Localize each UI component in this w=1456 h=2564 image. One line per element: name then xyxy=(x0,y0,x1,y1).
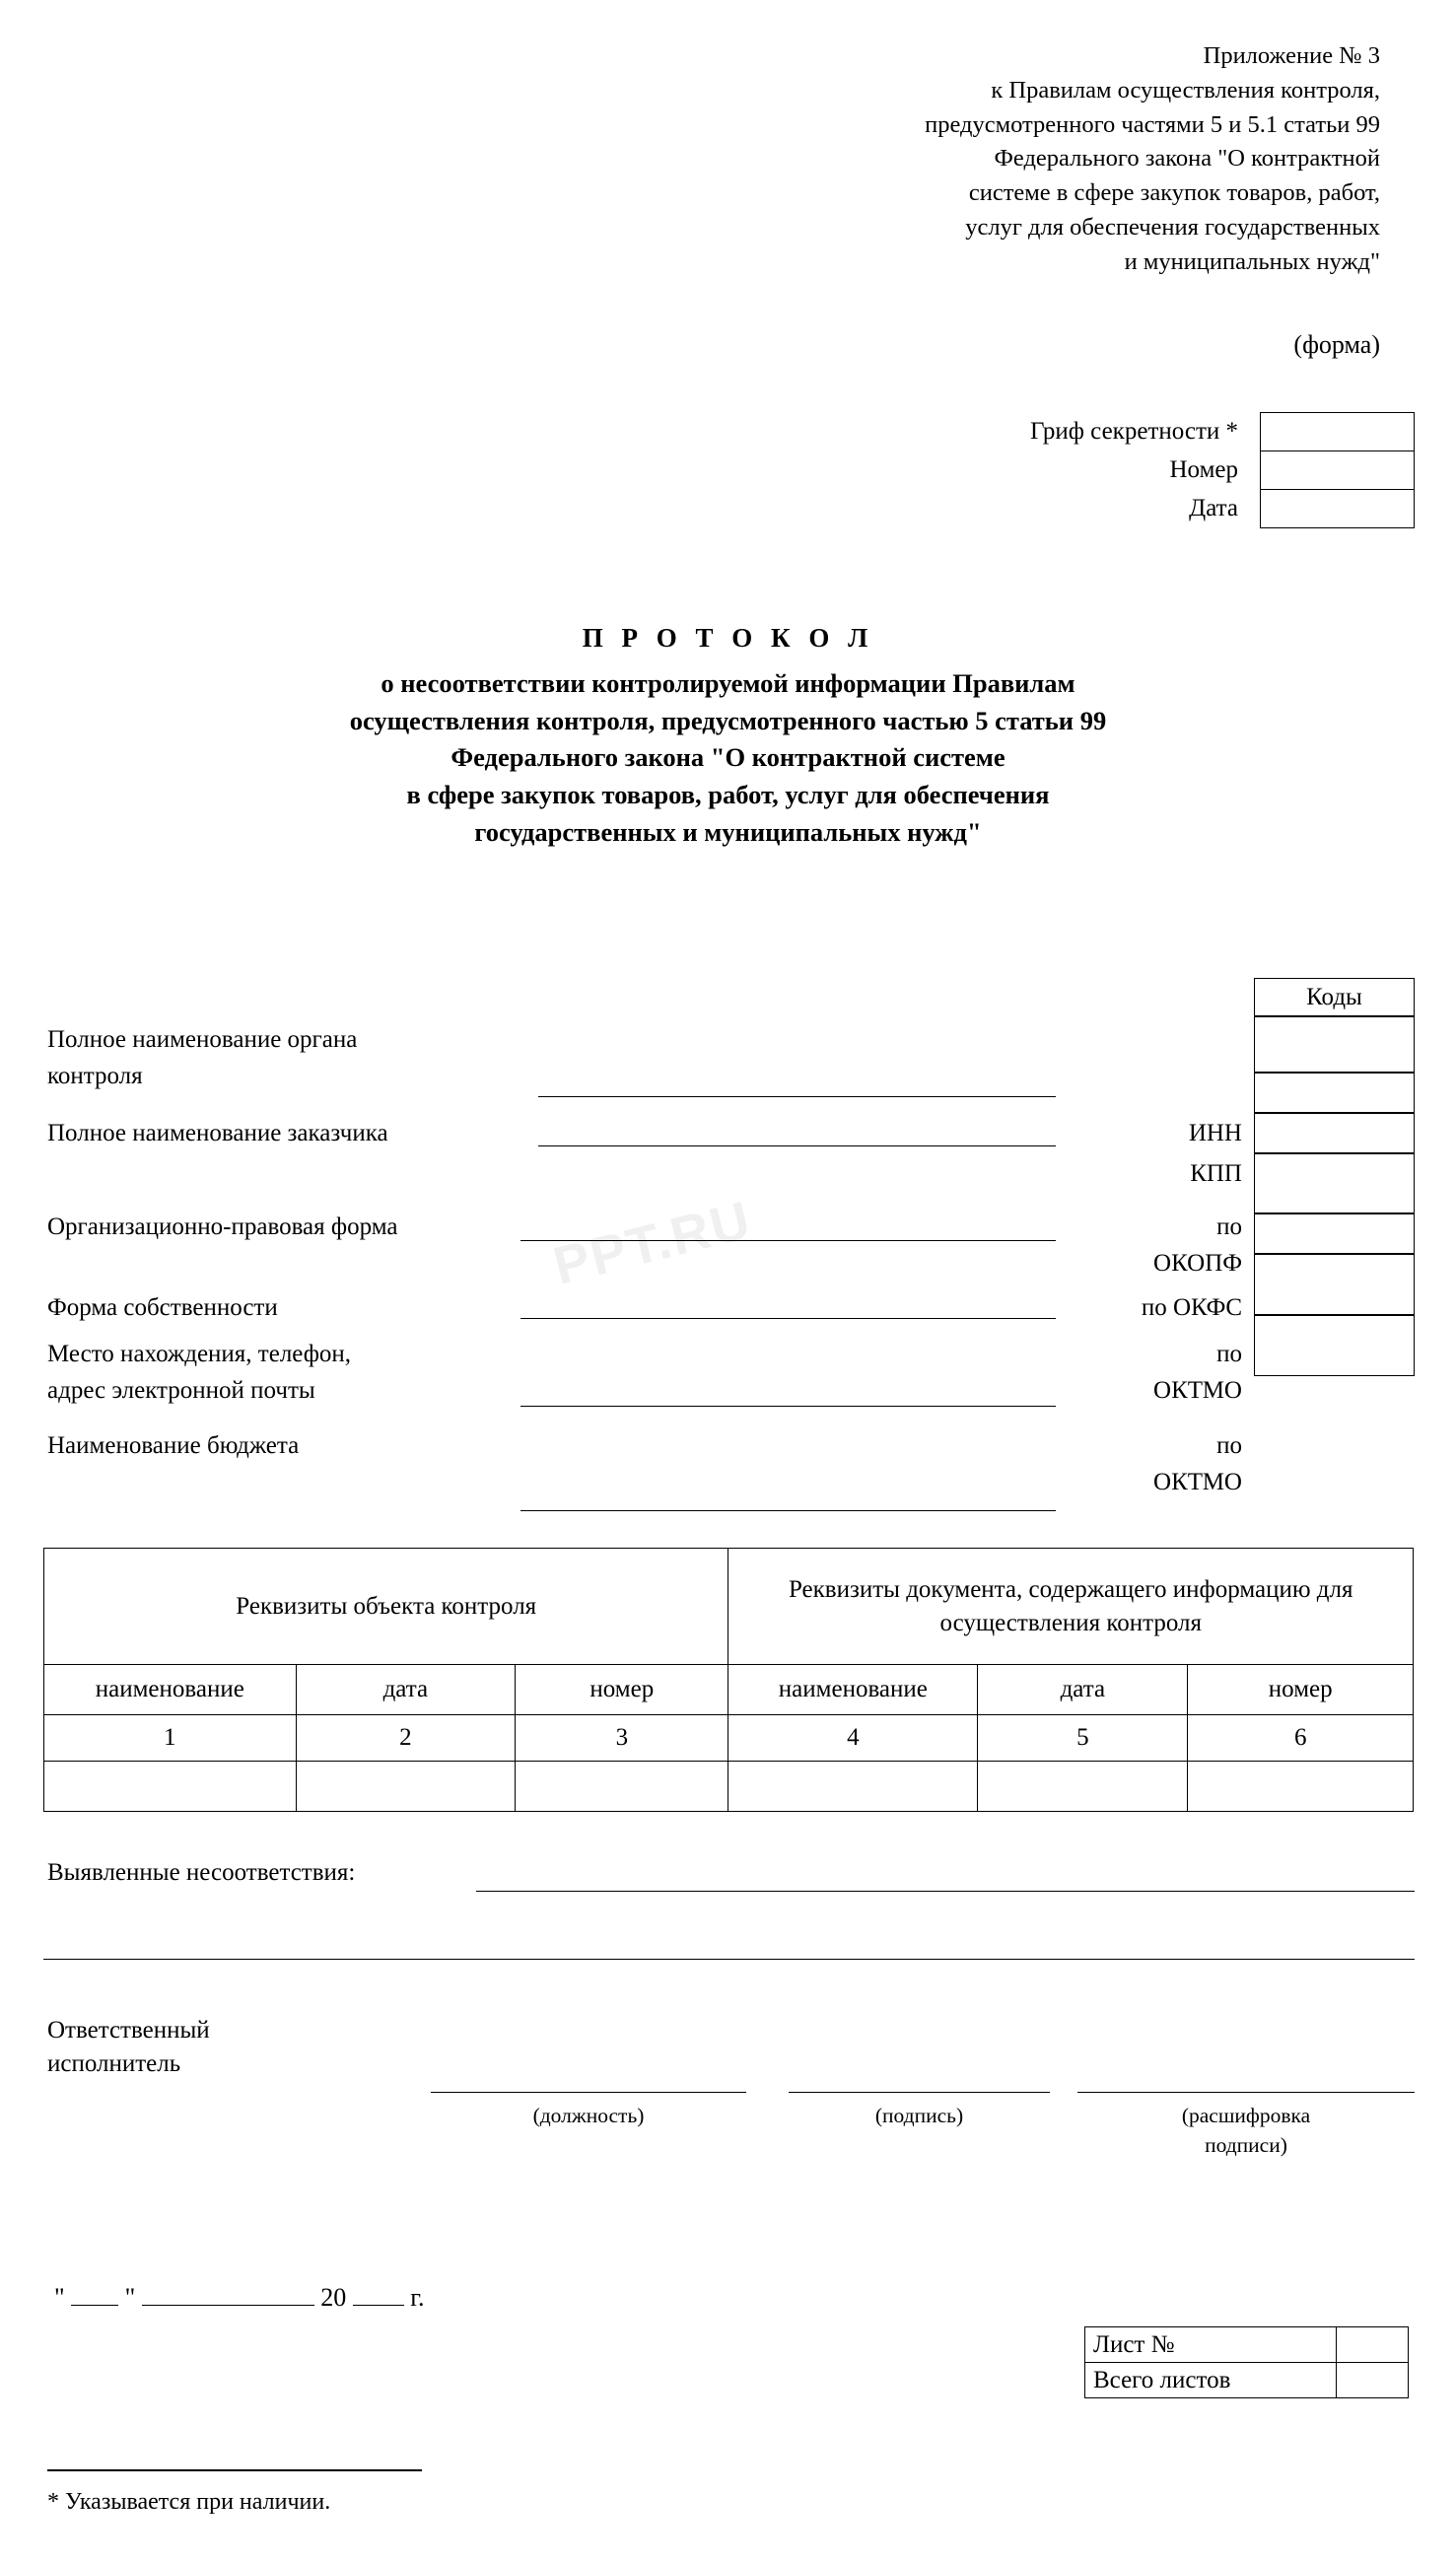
code-field-oktmo-budget[interactable] xyxy=(1254,1315,1415,1376)
label-okopf-2: ОКОПФ xyxy=(1153,1250,1242,1277)
column-number-5: 5 xyxy=(978,1715,1188,1762)
table-row xyxy=(44,1549,1414,1665)
code-field-organ[interactable] xyxy=(1254,1016,1415,1073)
column-header-date-2: дата xyxy=(978,1665,1188,1715)
caption-decoding-2: подписи) xyxy=(1205,2133,1287,2157)
column-header-number-2: номер xyxy=(1188,1665,1414,1715)
table-row xyxy=(44,1665,1414,1715)
appendix-line-1: Приложение № 3 xyxy=(1203,42,1380,69)
form-word: (форма) xyxy=(1293,330,1380,359)
label-control-body-1: Полное наименование органа xyxy=(47,1026,358,1053)
sheet-number-field[interactable] xyxy=(1337,2327,1409,2363)
column-header-date-1: дата xyxy=(296,1665,516,1715)
column-header-name-2: наименование xyxy=(728,1665,978,1715)
input-line-signature[interactable] xyxy=(789,2092,1050,2093)
year-suffix: г. xyxy=(410,2283,425,2312)
column-number-1: 1 xyxy=(44,1715,297,1762)
watermark: PPT.RU xyxy=(547,1190,758,1296)
responsible-label-line-1: Ответственный xyxy=(47,2017,210,2044)
footnote-divider xyxy=(47,2469,422,2471)
input-line-discrepancies-1[interactable] xyxy=(476,1891,1415,1892)
date-value-field[interactable] xyxy=(1261,490,1415,528)
secrecy-value-field[interactable] xyxy=(1261,413,1415,451)
table-row xyxy=(922,451,1415,490)
cell-document-date[interactable] xyxy=(978,1762,1188,1812)
sheet-table xyxy=(1084,2326,1409,2398)
month-field[interactable] xyxy=(142,2283,314,2306)
secrecy-block xyxy=(922,412,1415,528)
appendix-line-5: системе в сфере закупок товаров, работ, xyxy=(968,179,1380,207)
code-field-oktmo-address[interactable] xyxy=(1254,1254,1415,1315)
column-number-6: 6 xyxy=(1188,1715,1414,1762)
cell-document-number[interactable] xyxy=(1188,1762,1414,1812)
total-sheets-label: Всего листов xyxy=(1085,2363,1337,2398)
appendix-line-3: предусмотренного частями 5 и 5.1 статьи 99 xyxy=(925,110,1380,138)
subtitle-line-3: Федерального закона "О контрактной системе xyxy=(451,742,1005,773)
input-line-discrepancies-2[interactable] xyxy=(43,1959,1415,1960)
group-header-object: Реквизиты объекта контроля xyxy=(44,1549,728,1665)
label-customer-name: Полное наименование заказчика xyxy=(47,1120,388,1146)
label-oktmo-address-2: ОКТМО xyxy=(1153,1377,1242,1404)
label-control-body-2: контроля xyxy=(47,1063,143,1089)
code-field-okopf[interactable] xyxy=(1254,1153,1415,1213)
discrepancies-label: Выявленные несоответствия: xyxy=(47,1859,356,1886)
subtitle-line-4: в сфере закупок товаров, работ, услуг для обеспечения xyxy=(406,779,1050,809)
date-label: Дата xyxy=(1189,495,1238,521)
day-field[interactable] xyxy=(71,2283,118,2306)
label-location-1: Место нахождения, телефон, xyxy=(47,1341,352,1367)
input-line-customer-name[interactable] xyxy=(538,1145,1056,1146)
appendix-reference xyxy=(690,39,1380,279)
input-line-legal-form[interactable] xyxy=(520,1240,1056,1241)
table-row xyxy=(1085,2363,1409,2398)
object-of-control-table xyxy=(43,1548,1414,1812)
input-line-decoding[interactable] xyxy=(1077,2092,1415,2093)
document-title: П Р О Т О К О Л xyxy=(582,623,874,653)
label-oktmo-budget-2: ОКТМО xyxy=(1153,1469,1242,1495)
year-field[interactable] xyxy=(353,2283,404,2306)
secrecy-label: Гриф секретности * xyxy=(1029,418,1238,445)
table-row xyxy=(44,1762,1414,1812)
subtitle-line-1: о несоответствии контролируемой информации Правилам xyxy=(381,668,1075,698)
number-label: Номер xyxy=(1169,456,1238,483)
code-field-okfs[interactable] xyxy=(1254,1213,1415,1254)
label-okfs: по ОКФС xyxy=(1141,1294,1242,1321)
caption-decoding-1: (расшифровка xyxy=(1181,2104,1311,2127)
appendix-line-4: Федерального закона "О контрактной xyxy=(994,145,1380,173)
subtitle-line-5: государственных и муниципальных нужд" xyxy=(474,816,982,847)
column-number-3: 3 xyxy=(516,1715,728,1762)
column-number-4: 4 xyxy=(728,1715,978,1762)
label-kpp: КПП xyxy=(1190,1160,1242,1187)
number-value-field[interactable] xyxy=(1261,451,1415,490)
label-oktmo-budget-1: по xyxy=(1216,1432,1242,1459)
caption-position: (должность) xyxy=(532,2104,645,2127)
quote-open: " xyxy=(54,2283,65,2312)
code-field-kpp[interactable] xyxy=(1254,1113,1415,1153)
codes-header: Коды xyxy=(1254,978,1415,1016)
column-header-number-1: номер xyxy=(516,1665,728,1715)
label-inn: ИНН xyxy=(1188,1120,1242,1146)
label-legal-form: Организационно-правовая форма xyxy=(47,1213,398,1240)
total-sheets-field[interactable] xyxy=(1337,2363,1409,2398)
cell-object-name[interactable] xyxy=(44,1762,297,1812)
page-title xyxy=(0,623,1456,851)
label-location-2: адрес электронной почты xyxy=(47,1377,315,1404)
cell-object-date[interactable] xyxy=(296,1762,516,1812)
table-row xyxy=(44,1715,1414,1762)
label-okopf-1: по xyxy=(1216,1213,1242,1240)
caption-signature: (подпись) xyxy=(874,2104,964,2127)
table-row xyxy=(1085,2327,1409,2363)
group-header-document: Реквизиты документа, содержащего информацию для осуществления контроля xyxy=(728,1549,1414,1665)
year-prefix: 20 xyxy=(320,2283,347,2312)
table-row xyxy=(922,490,1415,528)
appendix-line-6: услуг для обеспечения государственных xyxy=(965,213,1380,241)
input-line-ownership-form[interactable] xyxy=(520,1318,1056,1319)
cell-object-number[interactable] xyxy=(516,1762,728,1812)
code-field-inn[interactable] xyxy=(1254,1073,1415,1113)
cell-document-name[interactable] xyxy=(728,1762,978,1812)
input-line-budget-name[interactable] xyxy=(520,1510,1056,1511)
table-row xyxy=(922,413,1415,451)
subtitle-line-2: осуществления контроля, предусмотренного частью 5 статьи 99 xyxy=(349,705,1107,735)
date-line xyxy=(54,2283,424,2313)
label-oktmo-address-1: по xyxy=(1216,1341,1242,1367)
input-line-position[interactable] xyxy=(431,2092,746,2093)
footnote-text: * Указывается при наличии. xyxy=(47,2489,331,2515)
appendix-line-2: к Правилам осуществления контроля, xyxy=(991,76,1380,104)
input-line-control-body[interactable] xyxy=(538,1096,1056,1097)
column-number-2: 2 xyxy=(296,1715,516,1762)
responsible-label xyxy=(47,2014,210,2081)
appendix-line-7: и муниципальных нужд" xyxy=(1124,247,1380,275)
column-header-name-1: наименование xyxy=(44,1665,297,1715)
label-budget-name: Наименование бюджета xyxy=(47,1432,300,1459)
quote-close: " xyxy=(124,2283,136,2312)
label-ownership-form: Форма собственности xyxy=(47,1294,278,1321)
responsible-label-line-2: исполнитель xyxy=(47,2050,181,2077)
document-subtitle xyxy=(0,665,1456,851)
input-line-location[interactable] xyxy=(520,1406,1056,1407)
sheet-number-label: Лист № xyxy=(1085,2327,1337,2363)
